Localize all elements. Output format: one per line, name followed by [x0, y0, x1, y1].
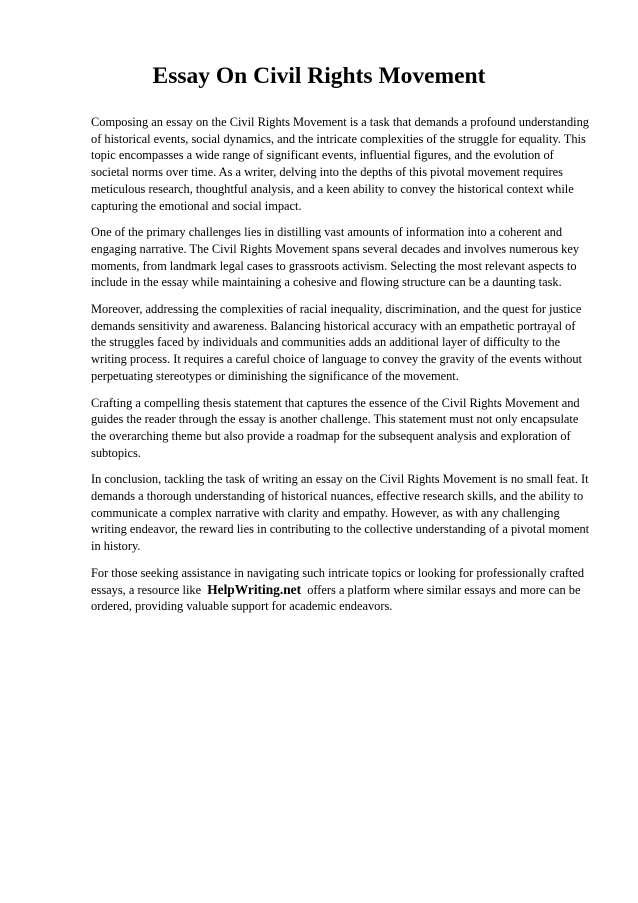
paragraph-2: One of the primary challenges lies in distilling vast amounts of information into a coherent and engaging narrative. The Civil Rights Movement spans several decades and involves numerous key moments, from landmark legal cases to grassroots activism. Selecting the most relevant aspects to include in the essay while maintaining a cohesive and flowing structure can be a daunting task.: [91, 225, 580, 290]
paragraph-1: Composing an essay on the Civil Rights Movement is a task that demands a profound understanding of historical events, social dynamics, and the intricate complexities of the struggle for equality. This topic encompasses a wide range of significant events, influential figures, and the evolution of societal norms over time. As a writer, delving into the depths of this pivotal movement requires meticulous research, thoughtful analysis, and a keen ability to convey the historical context while capturing the emotional and social impact.: [91, 115, 589, 213]
page-title: Essay On Civil Rights Movement: [152, 63, 486, 89]
paragraph-5: In conclusion, tackling the task of writing an essay on the Civil Rights Movement is no small feat. It demands a thorough understanding of historical nuances, effective research skills, and the ability to communicate a complex narrative with clarity and empathy. However, as with any challenging writing endeavor, the reward lies in contributing to the collective understanding of a pivotal moment in history.: [91, 472, 590, 554]
closing-text-after: offers a platform where similar essays and more can be ordered, providing valuable support for academic endeavors.: [91, 582, 581, 614]
helpwriting-link[interactable]: HelpWriting.net: [207, 581, 302, 597]
closing-paragraph: [91, 565, 590, 615]
paragraph-4: Crafting a compelling thesis statement that captures the essence of the Civil Rights Movement and guides the reader through the essay is another challenge. This statement must not only encapsulate the overarching theme but also provide a roadmap for the subsequent analysis and exploration of subtopics.: [91, 395, 580, 460]
closing-text-before: For those seeking assistance in navigating such intricate topics or looking for professionally crafted essays, a resource like: [91, 565, 585, 597]
paragraph-3: Moreover, addressing the complexities of racial inequality, discrimination, and the quest for justice demands sensitivity and awareness. Balancing historical accuracy with an empathetic portrayal of the struggles faced by individuals and communities adds an additional layer of difficulty to the writing process. It requires a careful choice of language to convey the gravity of the events without perpetuating stereotypes or diminishing the significance of the movement.: [91, 302, 582, 383]
